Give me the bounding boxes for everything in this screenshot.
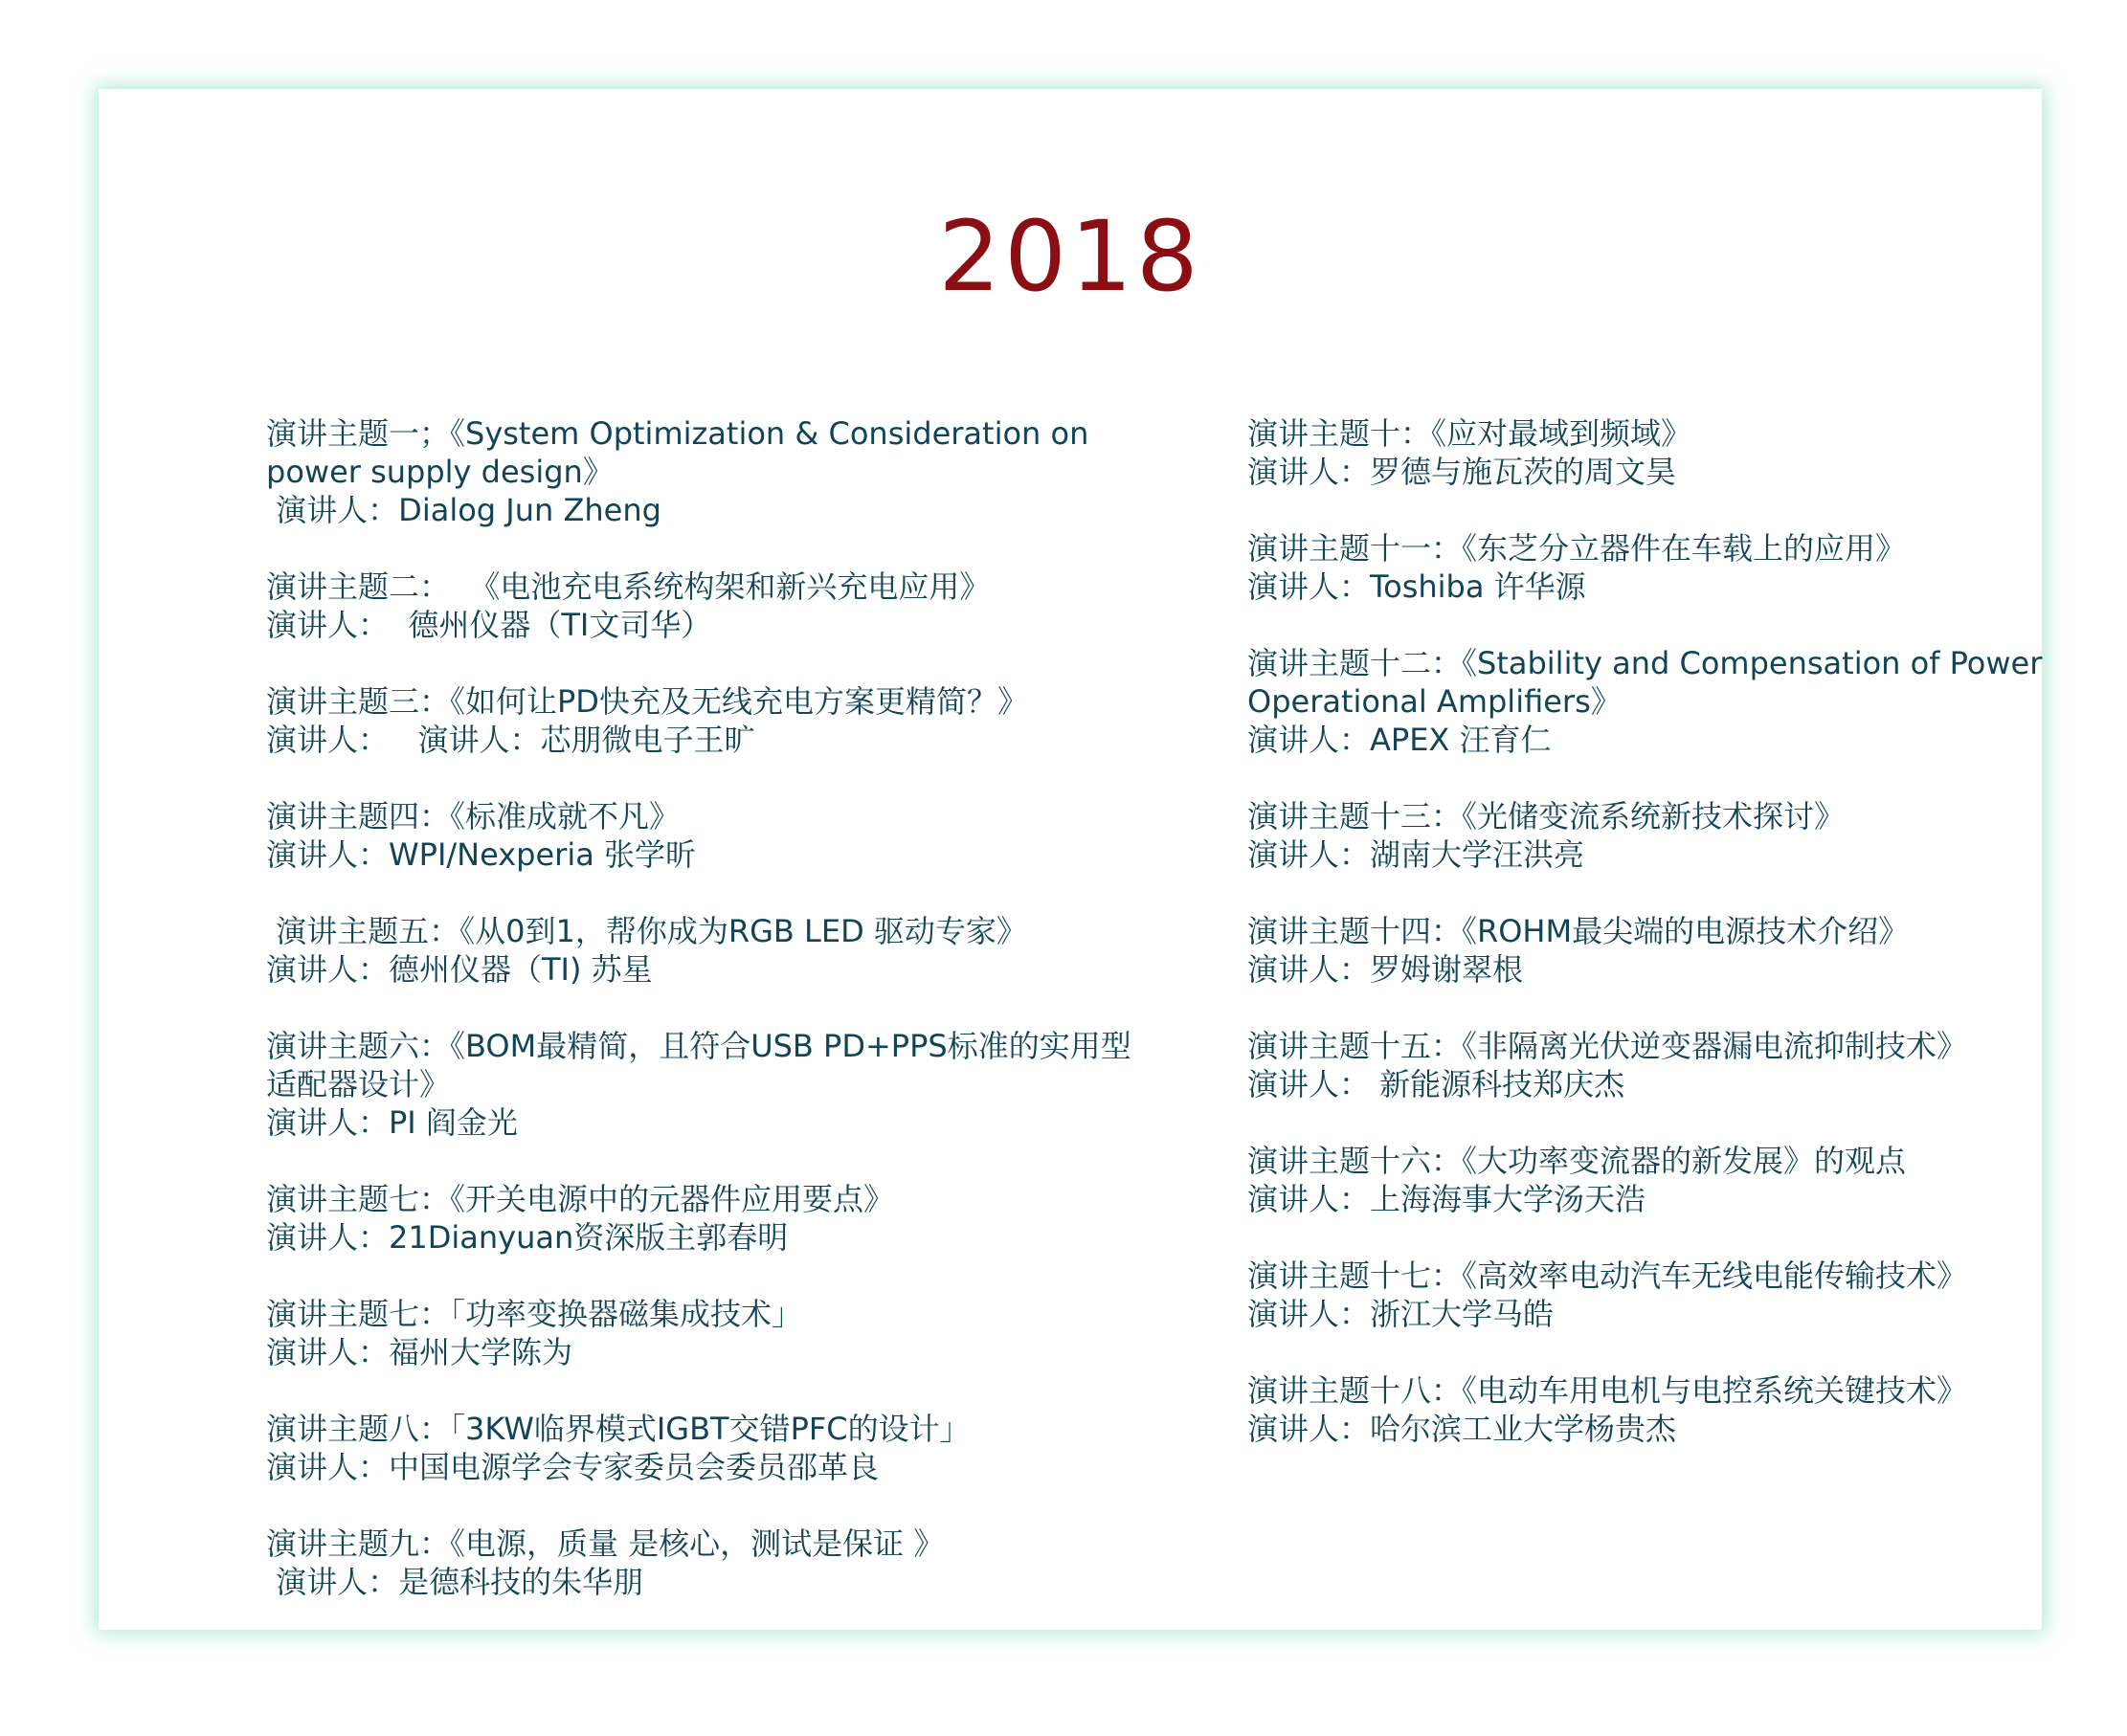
talk-speaker: 演讲人：哈尔滨工业大学杨贵杰 [1247,1411,1677,1447]
talk-topic: 演讲主题二： 《电池充电系统构架和新兴充电应用》 [266,568,991,605]
talk-item [266,1525,1147,1601]
year-heading: 2018 [938,200,1202,314]
talk-speaker: 演讲人： 演讲人：芯朋微电子王旷 [266,722,755,758]
talk-topic: 演讲主题九：《电源，质量 是核心，测试是保证 》 [266,1525,945,1562]
talk-item [1247,1142,2109,1218]
talk-topic: 演讲主题十：《应对最域到频域》 [1247,415,1692,452]
talk-topic: 演讲主题一；《System Optimization & Consideration on power supply design》 [266,415,1099,490]
talk-speaker: 演讲人：中国电源学会专家委员会委员邵革良 [266,1449,880,1485]
talk-item [1247,1371,2109,1448]
talk-topic: 演讲主题七：《开关电源中的元器件应用要点》 [266,1181,895,1217]
talk-speaker: 演讲人：Dialog Jun Zheng [266,492,661,528]
talk-topic: 演讲主题六：《BOM最精简，且符合USB PD+PPS标准的实用型适配器设计》 [266,1028,1131,1102]
talk-speaker: 演讲人：德州仪器（TI) 苏星 [266,951,653,988]
talk-speaker: 演讲人： 德州仪器（TI文司华） [266,607,712,643]
talk-topic: 演讲主题十五：《非隔离光伏逆变器漏电流抑制技术》 [1247,1028,1968,1064]
talk-speaker: 演讲人：罗姆谢翠根 [1247,951,1524,988]
talk-item [1247,644,2109,759]
talk-speaker: 演讲人：罗德与施瓦茨的周文昊 [1247,454,1677,490]
talk-topic: 演讲主题八：「3KW临界模式IGBT交错PFC的设计」 [266,1411,971,1447]
talk-topic: 演讲主题三：《如何让PD快充及无线充电方案更精简？》 [266,683,1028,720]
talk-topic: 演讲主题十八：《电动车用电机与电控系统关键技术》 [1247,1372,1968,1409]
talk-speaker: 演讲人：福州大学陈为 [266,1334,573,1370]
talk-speaker: 演讲人：Toshiba 许华源 [1247,568,1586,605]
talk-topic: 演讲主题十一：《东芝分立器件在车载上的应用》 [1247,530,1907,567]
talk-item [266,568,1147,644]
talk-item [1247,529,2109,606]
talk-item [266,1180,1147,1257]
talk-item [266,1410,1147,1486]
talk-item [266,1027,1147,1142]
talk-speaker: 演讲人：上海海事大学汤天浩 [1247,1181,1646,1217]
talk-topic: 演讲主题十七：《高效率电动汽车无线电能传输技术》 [1247,1257,1968,1294]
talk-topic: 演讲主题五：《从0到1，帮你成为RGB LED 驱动专家》 [266,913,1027,949]
talk-speaker: 演讲人：是德科技的朱华朋 [266,1564,644,1600]
schedule-card [99,89,2052,1630]
talk-item [266,414,1147,529]
talk-item [1247,1257,2109,1333]
talk-list-right [1247,414,2109,1486]
talk-item [1247,1027,2109,1103]
talk-topic: 演讲主题四：《标准成就不凡》 [266,798,681,835]
talk-list-left [266,414,1147,1639]
talk-speaker: 演讲人：湖南大学汪洪亮 [1247,836,1585,873]
talk-topic: 演讲主题十六：《大功率变流器的新发展》的观点 [1247,1143,1907,1179]
talk-speaker: 演讲人：WPI/Nexperia 张学昕 [266,836,696,873]
talk-speaker: 演讲人：21Dianyuan资深版主郭春明 [266,1219,789,1256]
talk-topic: 演讲主题十三：《光储变流系统新技术探讨》 [1247,798,1846,835]
talk-speaker: 演讲人：浙江大学马皓 [1247,1296,1555,1332]
talk-item [266,1295,1147,1371]
talk-item [1247,797,2109,874]
talk-item [266,912,1147,989]
talk-item [1247,912,2109,989]
talk-speaker: 演讲人： 新能源科技郑庆杰 [1247,1066,1625,1102]
talk-item [1247,414,2109,491]
talk-item [266,682,1147,759]
talk-topic: 演讲主题十二：《Stability and Compensation of Power Operational Amplifiers》 [1247,645,2052,720]
talk-item [266,797,1147,874]
talk-topic: 演讲主题十四：《ROHM最尖端的电源技术介绍》 [1247,913,1910,949]
talk-speaker: 演讲人：PI 阎金光 [266,1104,518,1141]
talk-topic: 演讲主题七：「功率变换器磁集成技术」 [266,1296,803,1332]
talk-speaker: 演讲人：APEX 汪育仁 [1247,722,1552,758]
